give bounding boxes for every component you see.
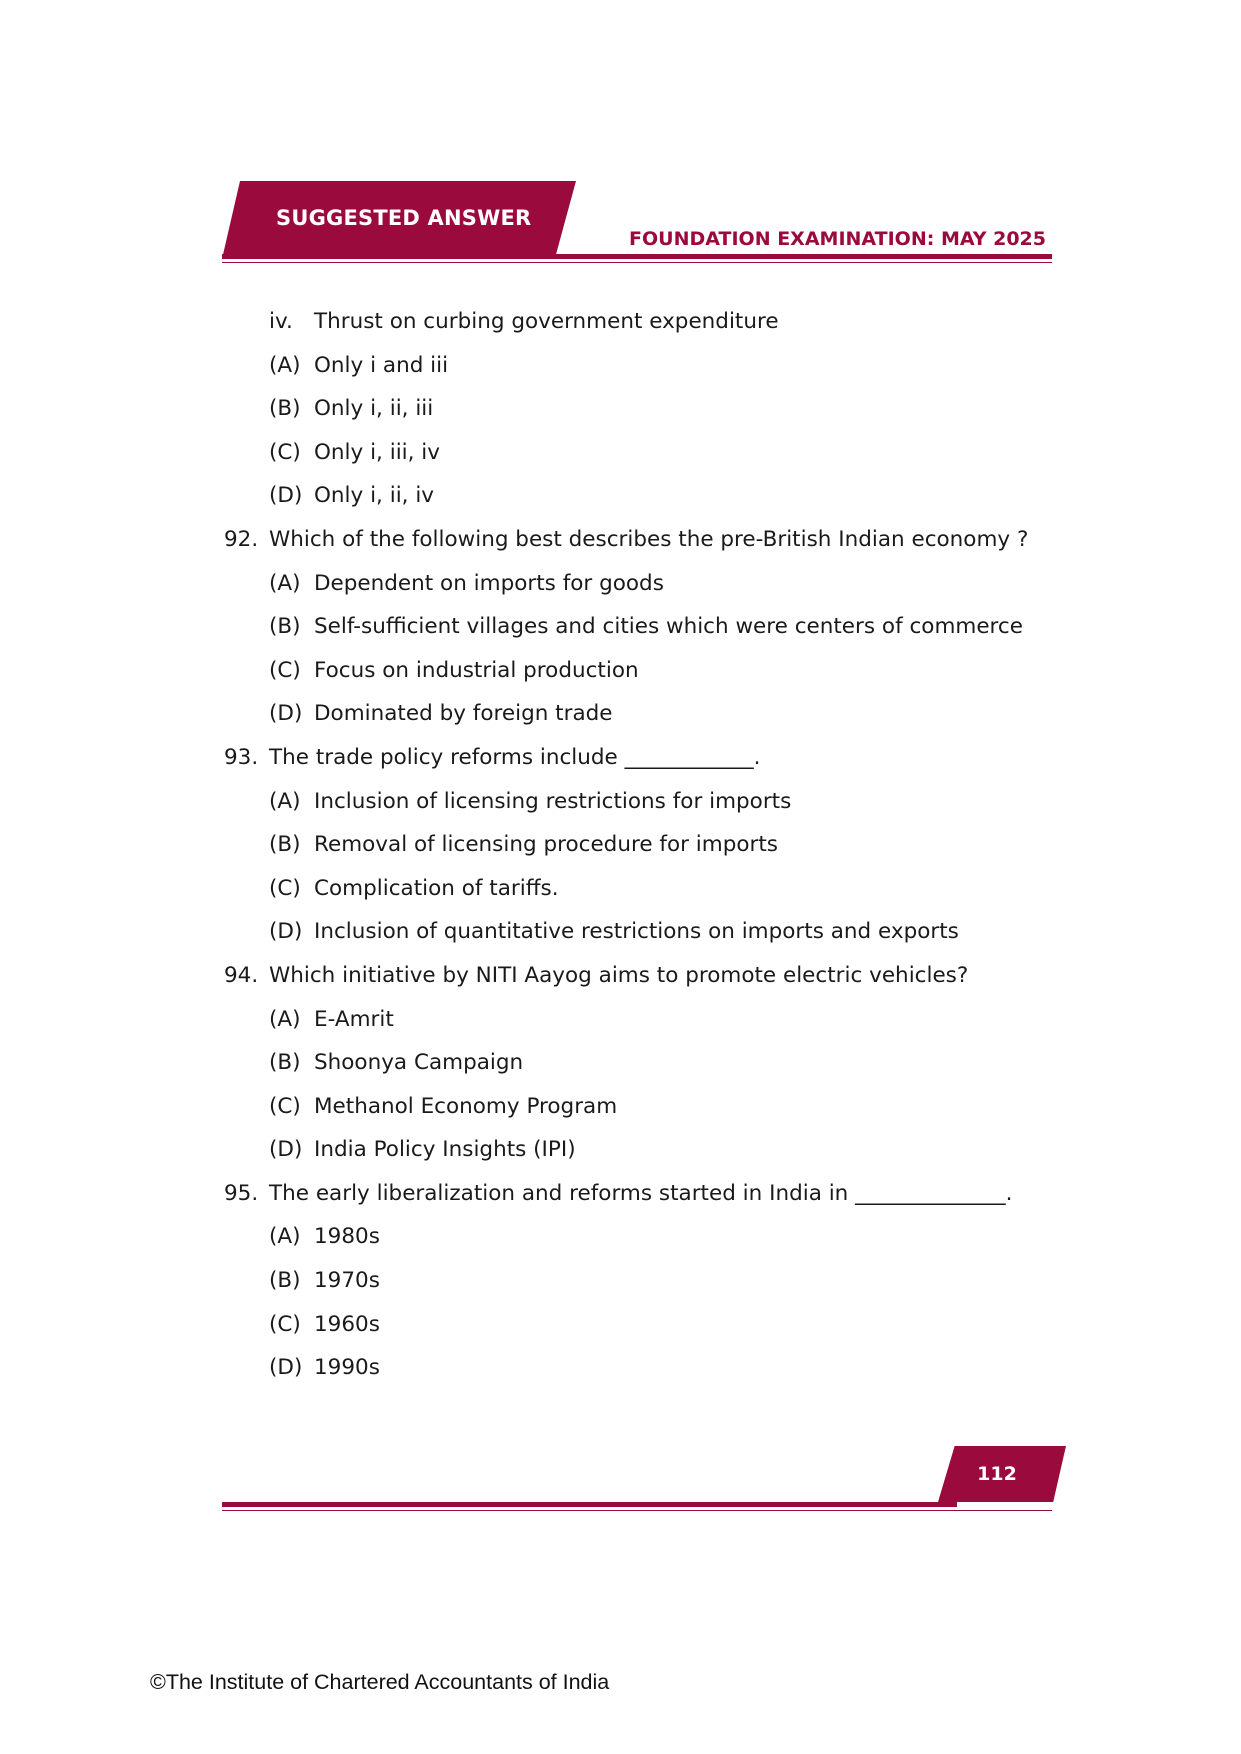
option-line — [224, 474, 1044, 518]
option-label: (B) — [269, 832, 301, 858]
option-label: (C) — [269, 875, 301, 901]
option-label: (A) — [269, 1006, 301, 1032]
question-text: Which of the following best describes the pre-British Indian economy ? — [269, 526, 1029, 552]
option-line — [224, 431, 1044, 475]
question-text: The early liberalization and reforms started in India in ______________. — [269, 1180, 1013, 1206]
option-text: Only i, ii, iv — [314, 483, 435, 509]
option-label: (B) — [269, 1050, 301, 1076]
option-text: Complication of tariffs. — [314, 875, 559, 901]
option-line — [224, 387, 1044, 431]
question-number: 94. — [224, 962, 259, 988]
footer-rule-thin — [222, 1510, 1052, 1511]
header-rule — [222, 254, 1052, 259]
option-label: (D) — [269, 919, 303, 945]
option-text: Inclusion of quantitative restrictions on imports and exports — [314, 919, 959, 945]
option-line — [224, 1259, 1044, 1303]
question-line — [224, 518, 1044, 562]
option-text: Thrust on curbing government expenditure — [314, 309, 779, 334]
option-label: (B) — [269, 614, 301, 640]
option-label: (C) — [269, 657, 301, 683]
option-label: (C) — [269, 1093, 301, 1119]
option-label: iv. — [269, 309, 293, 334]
question-list — [224, 300, 1044, 1390]
option-label: (D) — [269, 1355, 303, 1381]
option-label: (A) — [269, 1224, 301, 1250]
option-label: (C) — [269, 439, 301, 465]
question-text: Which initiative by NITI Aayog aims to promote electric vehicles? — [269, 962, 969, 988]
option-text: Removal of licensing procedure for imports — [314, 832, 778, 858]
question-text: The trade policy reforms include ____________. — [269, 744, 761, 770]
option-label: (B) — [269, 396, 301, 422]
option-text: India Policy Insights (IPI) — [314, 1137, 576, 1163]
header-rule-thin — [222, 262, 1052, 263]
option-label: (B) — [269, 1268, 301, 1294]
option-label: (D) — [269, 701, 303, 727]
option-line — [224, 692, 1044, 736]
option-label: (A) — [269, 570, 301, 596]
option-text: Dependent on imports for goods — [314, 570, 664, 596]
question-number: 93. — [224, 744, 259, 770]
option-text: 1990s — [314, 1355, 380, 1381]
option-line — [224, 300, 1044, 344]
option-text: 1970s — [314, 1268, 380, 1294]
option-line — [224, 1041, 1044, 1085]
option-line — [224, 910, 1044, 954]
copyright-footer: ©The Institute of Chartered Accountants of India — [150, 1670, 610, 1694]
question-line — [224, 1172, 1044, 1216]
option-text: Inclusion of licensing restrictions for imports — [314, 788, 792, 814]
option-line — [224, 649, 1044, 693]
option-line — [224, 867, 1044, 911]
option-line — [224, 1303, 1044, 1347]
option-label: (D) — [269, 1137, 303, 1163]
option-text: Only i and iii — [314, 352, 449, 378]
footer-rule — [222, 1502, 957, 1507]
option-label: (D) — [269, 483, 303, 509]
option-text: 1980s — [314, 1224, 380, 1250]
suggested-answer-label: SUGGESTED ANSWER — [276, 206, 532, 230]
option-text: Shoonya Campaign — [314, 1050, 524, 1076]
exam-title: FOUNDATION EXAMINATION: MAY 2025 — [629, 228, 1046, 250]
option-line — [224, 562, 1044, 606]
option-label: (A) — [269, 788, 301, 814]
page-number: 112 — [977, 1463, 1017, 1485]
question-line — [224, 736, 1044, 780]
option-line — [224, 823, 1044, 867]
option-text: Dominated by foreign trade — [314, 701, 613, 727]
option-line — [224, 344, 1044, 388]
option-text: Methanol Economy Program — [314, 1093, 618, 1119]
option-line — [224, 998, 1044, 1042]
option-text: 1960s — [314, 1311, 380, 1337]
option-line — [224, 1346, 1044, 1390]
option-line — [224, 1128, 1044, 1172]
option-label: (A) — [269, 352, 301, 378]
option-text: Only i, ii, iii — [314, 396, 434, 422]
option-text: Focus on industrial production — [314, 657, 639, 683]
option-label: (C) — [269, 1311, 301, 1337]
option-line — [224, 1085, 1044, 1129]
option-text: E-Amrit — [314, 1006, 394, 1032]
question-line — [224, 954, 1044, 998]
option-line — [224, 1215, 1044, 1259]
option-line — [224, 780, 1044, 824]
question-number: 92. — [224, 526, 259, 552]
question-number: 95. — [224, 1180, 259, 1206]
option-text: Only i, iii, iv — [314, 439, 441, 465]
option-text: Self-sufficient villages and cities which were centers of commerce — [314, 614, 1023, 640]
option-line — [224, 605, 1044, 649]
